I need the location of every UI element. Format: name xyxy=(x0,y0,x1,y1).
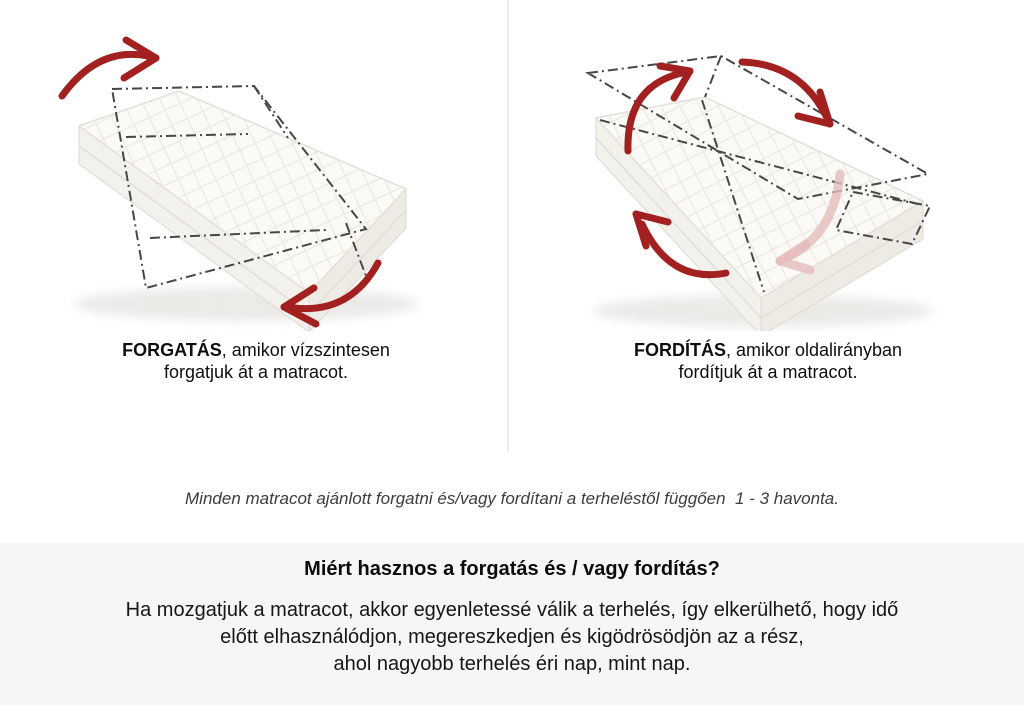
info-body-line1: Ha mozgatjuk a matracot, akkor egyenletessé válik a terhelés, így elkerülhető, hogy idő xyxy=(125,599,899,621)
info-body xyxy=(0,597,1024,678)
rotation-illustration xyxy=(46,16,466,331)
caption-forgatas-line2: forgatjuk át a matracot. xyxy=(163,362,349,382)
advice-note: Minden matracot ajánlott forgatni és/vagy fordítani a terheléstől függően 1 - 3 havonta. xyxy=(185,489,839,508)
info-heading: Miért hasznos a forgatás és / vagy fordítás? xyxy=(304,558,720,580)
caption-forditas-line2: fordítjuk át a matracot. xyxy=(678,362,858,382)
caption-forgatas-term: FORGATÁS xyxy=(122,340,222,360)
vertical-divider xyxy=(507,0,509,452)
info-body-line3: ahol nagyobb terhelés éri nap, mint nap. xyxy=(333,653,691,675)
caption-forgatas xyxy=(122,339,390,383)
info-body-line2: előtt elhasználódjon, megereszkedjen és kigödrösödjön az a rész, xyxy=(220,626,804,648)
caption-forgatas-line1: FORGATÁS, amikor vízszintesen xyxy=(122,340,390,360)
caption-forditas-line1: FORDÍTÁS, amikor oldalirányban xyxy=(633,340,903,360)
flip-illustration xyxy=(558,16,978,331)
panel-forditas xyxy=(512,0,1024,455)
info-band xyxy=(0,543,1024,705)
caption-forditas-term: FORDÍTÁS xyxy=(633,340,726,360)
mattress-shadow xyxy=(74,287,418,321)
caption-forditas xyxy=(634,339,902,383)
panel-forgatas xyxy=(0,0,512,455)
